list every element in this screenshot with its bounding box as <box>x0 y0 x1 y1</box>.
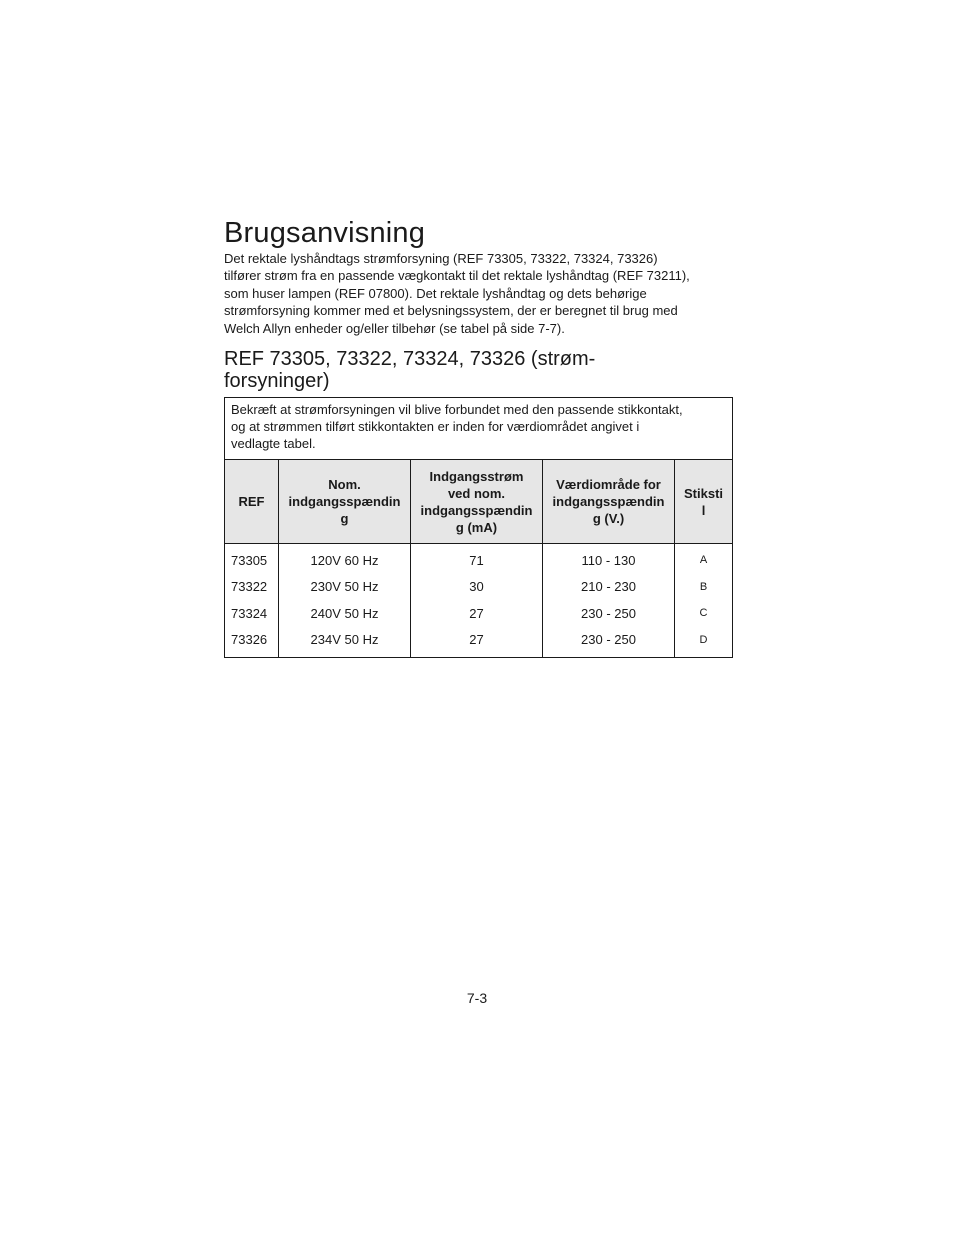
cell-ref: 73322 <box>225 574 279 601</box>
header-line: g (mA) <box>455 519 498 535</box>
cell-voltage: 120V 60 Hz <box>279 544 411 574</box>
note-line: vedlagte tabel. <box>231 436 316 451</box>
header-line: indgangsspændin <box>552 494 665 509</box>
cell-current: 71 <box>411 544 543 574</box>
header-nominal-voltage <box>279 460 411 544</box>
header-line: Stiksti <box>684 485 724 501</box>
header-line: g <box>340 511 349 526</box>
header-line: ved nom. <box>447 485 506 501</box>
cell-ref: 73324 <box>225 600 279 627</box>
table-row <box>225 574 733 601</box>
header-line: REF <box>238 494 265 509</box>
header-line: indgangsspændin <box>288 494 401 509</box>
cell-range: 230 - 250 <box>543 600 675 627</box>
header-input-current <box>411 460 543 544</box>
cell-voltage: 230V 50 Hz <box>279 574 411 601</box>
table-header-row <box>225 460 733 544</box>
intro-paragraph <box>224 250 734 337</box>
cell-voltage: 240V 50 Hz <box>279 600 411 627</box>
cell-range: 230 - 250 <box>543 627 675 658</box>
cell-current: 30 <box>411 574 543 601</box>
cell-current: 27 <box>411 627 543 658</box>
table-note <box>225 398 733 460</box>
cell-ref: 73305 <box>225 544 279 574</box>
header-plug <box>675 460 733 544</box>
section-title <box>224 348 704 392</box>
section-title-line: forsyninger) <box>224 370 330 392</box>
header-line: Nom. <box>328 477 361 492</box>
cell-plug: C <box>675 600 733 627</box>
cell-current: 27 <box>411 600 543 627</box>
note-line: Bekræft at strømforsyningen vil blive forbundet med den passende stikkontakt, <box>231 402 683 417</box>
table-row <box>225 627 733 658</box>
header-ref <box>225 460 279 544</box>
header-voltage-range <box>543 460 675 544</box>
cell-ref: 73326 <box>225 627 279 658</box>
table-row <box>225 544 733 574</box>
intro-line: tilfører strøm fra en passende vægkontakt til det rektale lyshåndtag (REF 73211), <box>224 268 690 284</box>
intro-line: strømforsyning kommer med et belysningssystem, der er beregnet til brug med <box>224 303 678 319</box>
header-line: Indgangsstrøm <box>429 468 524 484</box>
header-line: l <box>701 502 706 518</box>
cell-range: 210 - 230 <box>543 574 675 601</box>
cell-voltage: 234V 50 Hz <box>279 627 411 658</box>
table-row <box>225 600 733 627</box>
intro-line: Det rektale lyshåndtags strømforsyning (REF 73305, 73322, 73324, 73326) <box>224 251 658 266</box>
intro-line: som huser lampen (REF 07800). Det rektale lyshåndtag og dets behørige <box>224 285 647 301</box>
section-title-line: REF 73305, 73322, 73324, 73326 (strøm- <box>224 348 596 370</box>
cell-plug: D <box>675 627 733 658</box>
note-line: og at strømmen tilført stikkontakten er inden for værdiområdet angivet i <box>231 419 640 434</box>
power-supply-table <box>224 397 733 658</box>
header-line: g (V.) <box>592 511 625 526</box>
cell-plug: A <box>675 544 733 574</box>
page-title: Brugsanvisning <box>224 217 426 249</box>
header-line: indgangsspændin <box>420 502 533 518</box>
cell-plug: B <box>675 574 733 601</box>
page-number: 7-3 <box>466 990 488 1006</box>
cell-range: 110 - 130 <box>543 544 675 574</box>
header-line: Værdiområde for <box>556 477 661 492</box>
intro-line: Welch Allyn enheder og/eller tilbehør (se tabel på side 7-7). <box>224 320 565 336</box>
